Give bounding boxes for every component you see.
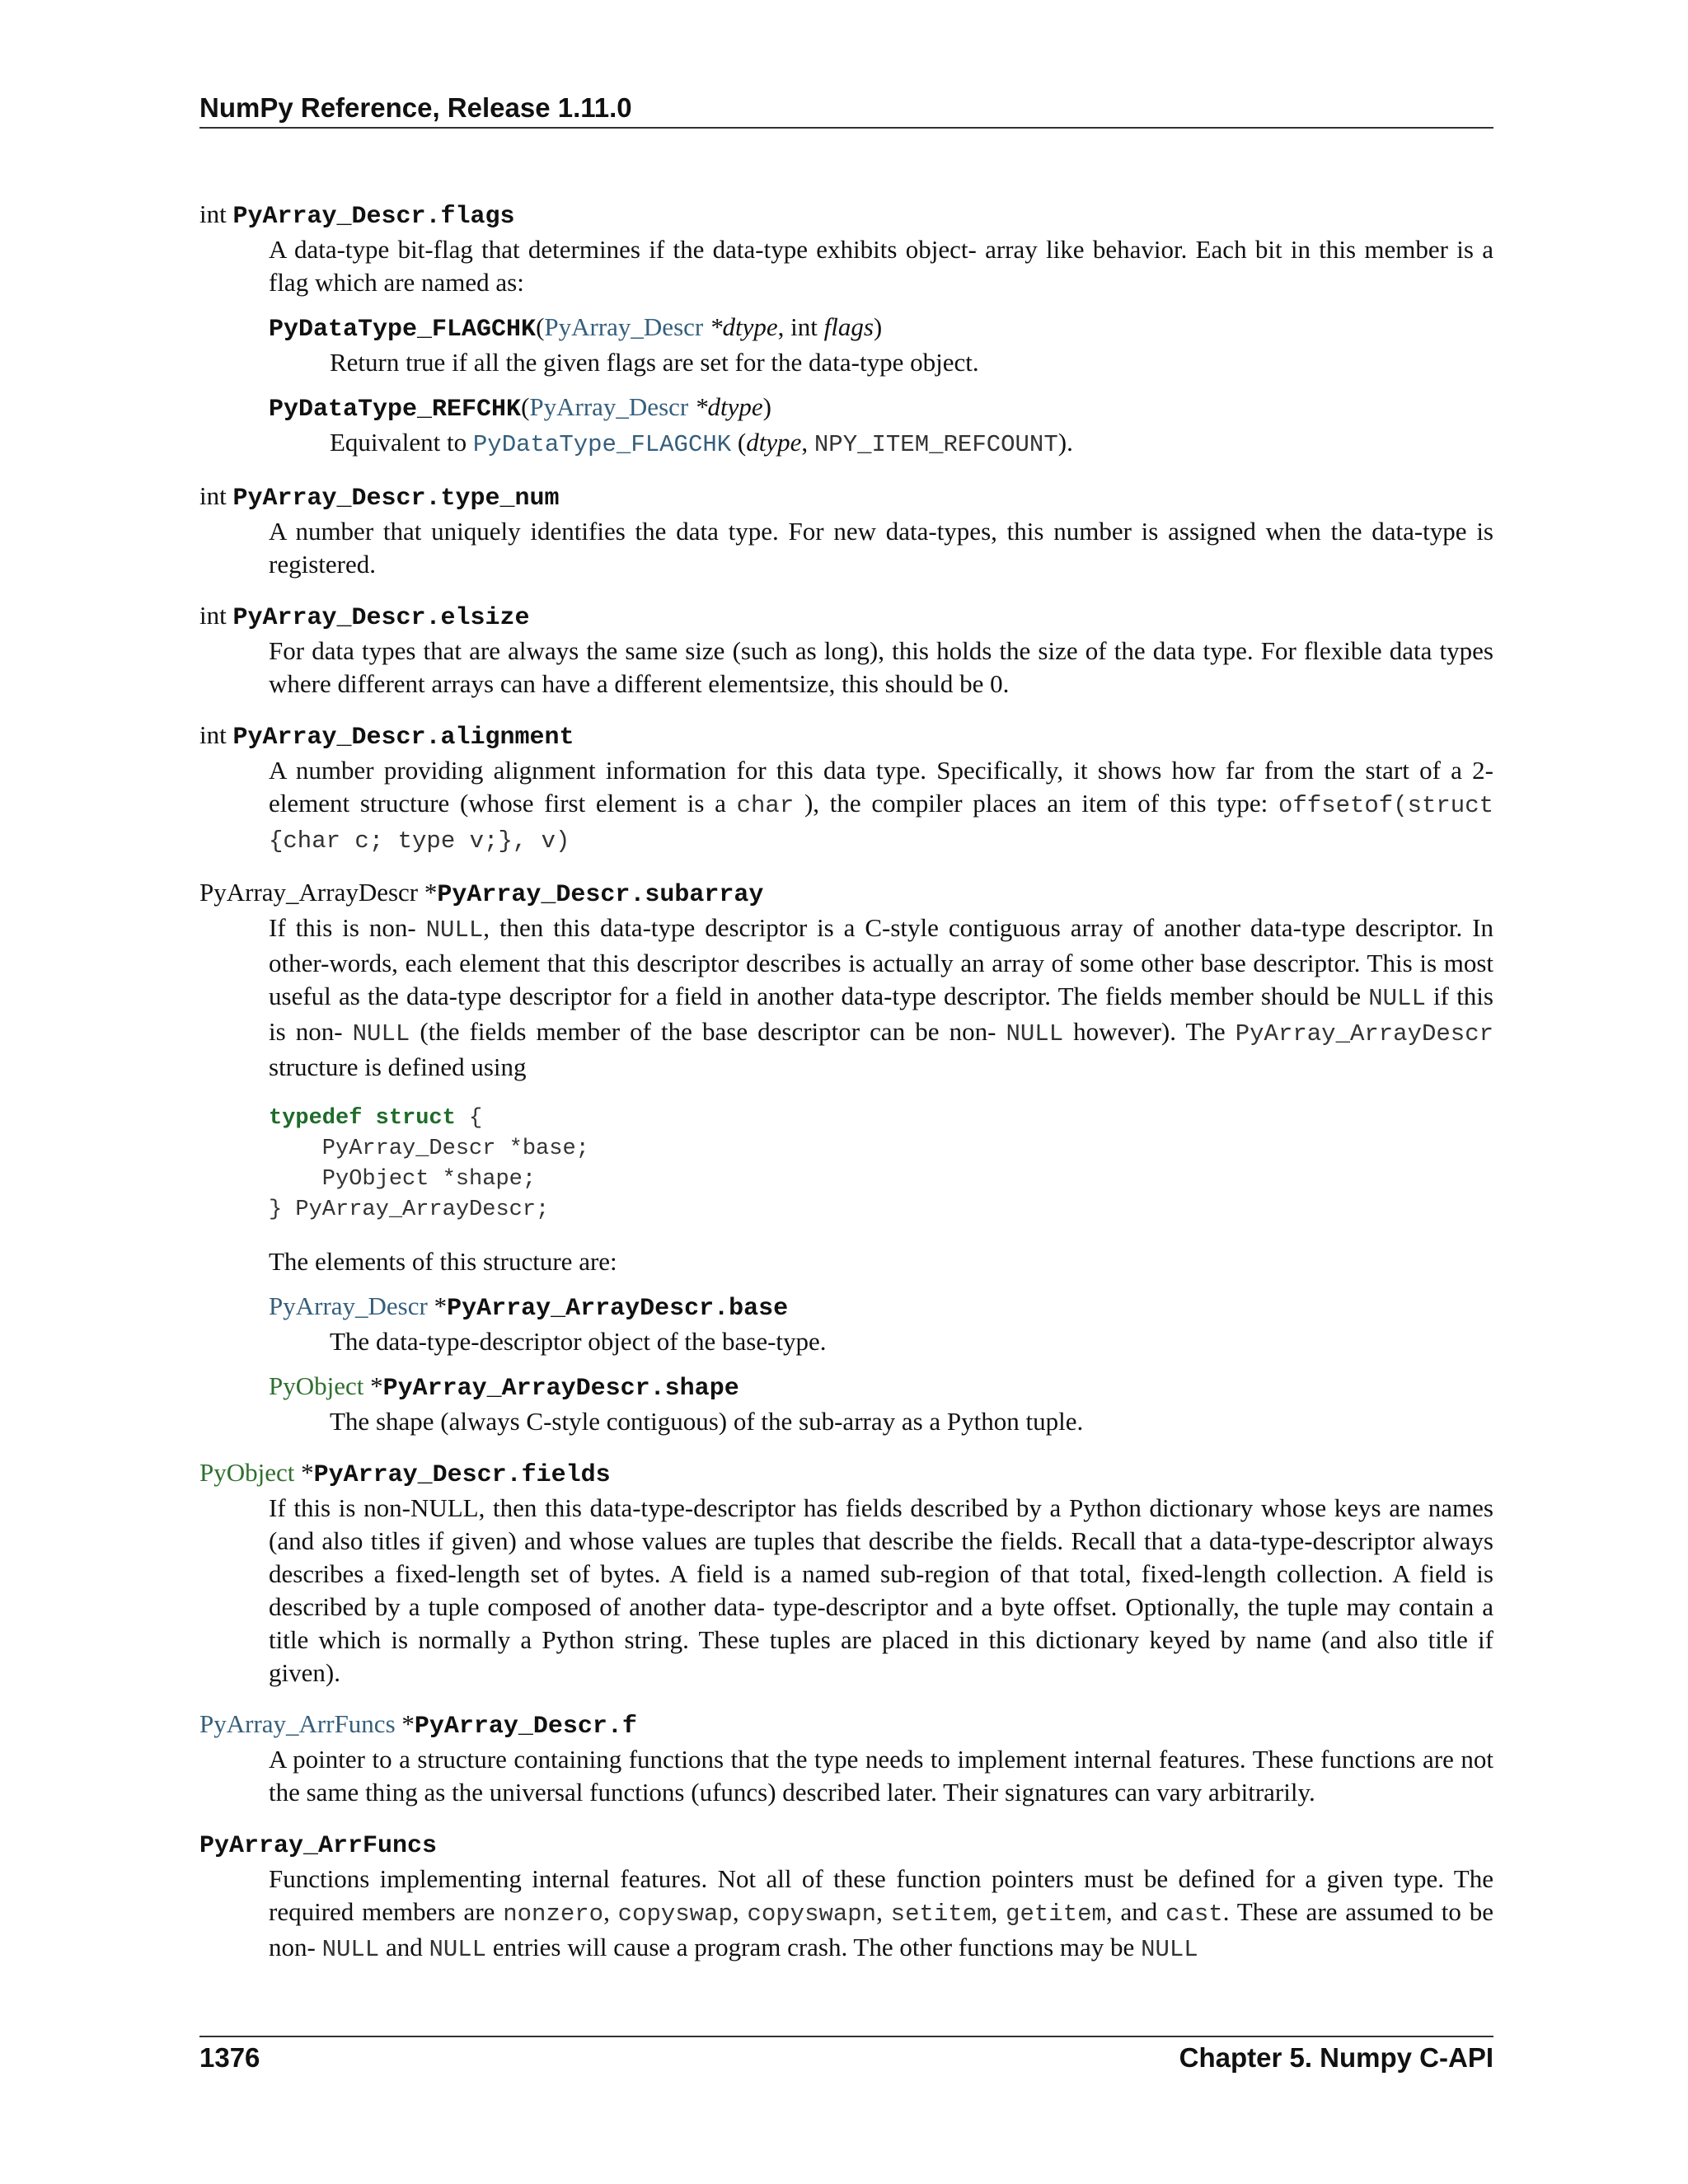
description-type-num: A number that uniquely identifies the data type. For new data-types, this number is assigned when the data-type is registered. — [269, 517, 1493, 579]
member-type: int — [199, 601, 227, 630]
page-number: 1376 — [199, 2042, 260, 2073]
function-name: PyDataType_FLAGCHK — [269, 316, 537, 344]
member-type: int — [199, 720, 227, 749]
member-type: PyArray_ArrayDescr * — [199, 878, 438, 907]
member-type: int — [199, 199, 227, 228]
entry-refchk — [269, 391, 1493, 462]
entry-arrfuncs — [199, 1827, 1493, 1966]
member-name: PyArray_ArrayDescr.shape — [382, 1375, 739, 1403]
signature-refchk: PyDataType_REFCHK(PyArray_Descr *dtype) — [269, 392, 771, 424]
member-name: PyArray_ArrayDescr.base — [447, 1295, 789, 1323]
member-name: PyArray_Descr.fields — [313, 1461, 611, 1489]
description-flagchk: Return true if all the given flags are set for the data-type object. — [330, 348, 979, 377]
type-link[interactable]: PyArray_Descr — [529, 392, 689, 421]
member-name: PyArray_Descr.alignment — [232, 724, 574, 752]
entry-alignment — [199, 719, 1493, 858]
page-content — [199, 198, 1493, 1985]
member-type: int — [199, 481, 227, 510]
description-f: A pointer to a structure containing functions that the type needs to implement internal features. These functions are not the same thing as the universal functions (ufuncs) described later. Their signatures can vary arbitrarily. — [269, 1745, 1493, 1807]
type-link[interactable]: PyArray_Descr — [544, 312, 704, 341]
description-elsize: For data types that are always the same size (such as long), this holds the size of the data type. For flexible data types where different arrays can have a different elementsize, this should be 0. — [269, 636, 1493, 698]
entry-elsize — [199, 599, 1493, 701]
running-footer — [199, 2036, 1493, 2074]
running-header: NumPy Reference, Release 1.11.0 — [199, 92, 1493, 129]
type-name: PyArray_ArrFuncs — [199, 1832, 438, 1860]
type-link[interactable]: PyArray_ArrFuncs — [199, 1709, 396, 1738]
type-link[interactable]: PyObject — [269, 1371, 364, 1400]
entry-f: PyArray_ArrFuncs *PyArray_Descr.f A pointer to a structure containing functions that the type needs to implement internal features. These functions are not the same thing as the universal functions (ufuncs) described later. Their signatures can vary arbitrarily. — [199, 1708, 1493, 1809]
type-link[interactable]: PyArray_Descr — [269, 1291, 428, 1320]
entry-flags — [199, 198, 1493, 462]
function-name: PyDataType_REFCHK — [269, 396, 522, 424]
description-arrfuncs: Functions implementing internal features. Not all of these function pointers must be defined for a given type. The required members are nonzero, copyswap, copyswapn, setitem, getitem, and cast. These are assumed to be non- NULL and NULL entries will cause a program crash. The other functions may be NULL — [269, 1864, 1494, 1963]
description-fields: If this is non-NULL, then this data-type-descriptor has fields described by a Python dictionary whose keys are names (and also titles if given) and whose values are tuples that describe the fields. Recall that a data-type-descriptor always describes a fixed-length set of bytes. A field is a named sub-region of that total, fixed-length collection. A field is described by a tuple composed of another data- type-descriptor and a byte offset. Optionally, the tuple may contain a title which is normally a Python string. These tuples are placed in this dictionary keyed by name (and also title if given). — [269, 1493, 1493, 1687]
entry-arraydescr-shape: PyObject *PyArray_ArrayDescr.shape The shape (always C-style contiguous) of the sub-array as a Python tuple. — [269, 1371, 1084, 1436]
member-name: PyArray_Descr.subarray — [437, 881, 764, 909]
entry-arraydescr-base: PyArray_Descr *PyArray_ArrayDescr.base The data-type-descriptor object of the base-type. — [269, 1291, 827, 1356]
function-link[interactable]: PyDataType_FLAGCHK — [472, 431, 732, 458]
description-flags: A data-type bit-flag that determines if the data-type exhibits object- array like behavior. Each bit in this member is a flag which are named as: — [269, 235, 1493, 297]
type-link[interactable]: PyObject — [199, 1458, 295, 1487]
description-subarray: If this is non- NULL, then this data-type descriptor is a C-style contiguous array of another data-type descriptor. In other-words, each element that this descriptor describes is actually an array of some other base descriptor. This is most useful as the data-type descriptor for a field in another data-type descriptor. The fields member should be NULL if this is non- NULL (the fields member of the base descriptor can be non- NULL however). The PyArray_ArrayDescr structure is defined using typedef struct { PyArray_Descr *base; PyObject *shape; } PyArray_ArrayDescr; The elements of this structure are: PyArray_Descr *PyArray_ArrayDescr.base The data-type-descriptor object of the base-type. PyObject *PyArray_ArrayDescr.shape The shape (always C-style contiguous) of the sub-array as a Python tuple. — [269, 912, 1493, 1438]
entry-fields: PyObject *PyArray_Descr.fields If this is non-NULL, then this data-type-descriptor has fields described by a Python dictionary whose keys are names (and also titles if given) and whose values are tuples that describe the fields. Recall that a data-type-descriptor always describes a fixed-length set of bytes. A field is a named sub-region of that total, fixed-length collection. A field is described by a tuple composed of another data- type-descriptor and a byte offset. Optionally, the tuple may contain a title which is normally a Python string. These tuples are placed in this dictionary keyed by name (and also title if given). — [199, 1456, 1493, 1690]
member-name: PyArray_Descr.flags — [232, 203, 515, 231]
member-name: PyArray_Descr.type_num — [232, 485, 560, 513]
member-name: PyArray_Descr.elsize — [232, 604, 530, 632]
code-block: typedef struct { PyArray_Descr *base; PyObject *shape; } PyArray_ArrayDescr; — [269, 1106, 589, 1222]
entry-type-num — [199, 480, 1493, 581]
entry-flagchk — [269, 311, 1493, 379]
description-alignment: A number providing alignment information for this data type. Specifically, it shows how far from the start of a 2-element structure (whose first element is a char ), the compiler places an item of this type: offsetof(struct {char c; type v;}, v) — [269, 756, 1494, 855]
description-refchk: Equivalent to PyDataType_FLAGCHK (dtype, NPY_ITEM_REFCOUNT). — [330, 428, 1073, 458]
signature-flags — [199, 198, 1493, 233]
entry-subarray — [199, 876, 1493, 1438]
signature-flagchk: PyDataType_FLAGCHK(PyArray_Descr *dtype, int flags) — [269, 312, 883, 344]
elements-intro: The elements of this structure are: — [269, 1247, 617, 1276]
member-name: PyArray_Descr.f — [414, 1713, 637, 1741]
chapter-title: Chapter 5. Numpy C-API — [1179, 2042, 1493, 2073]
